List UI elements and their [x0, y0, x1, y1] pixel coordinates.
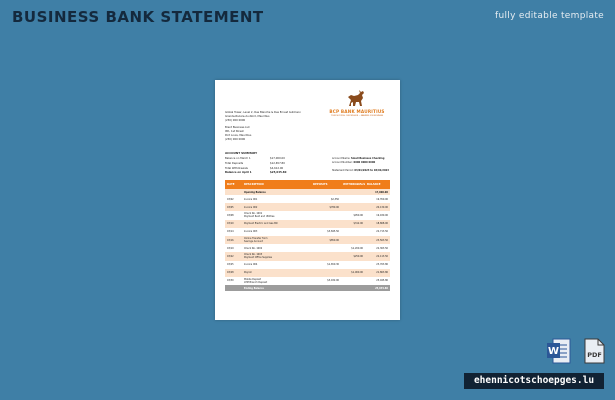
table-row [225, 203, 390, 211]
cell-withdrawal [341, 277, 365, 285]
cell-deposit: $850.00 [311, 236, 341, 244]
cell-description: Payment Electric and Gas Bill [242, 220, 311, 228]
cell-withdrawal: $1,900.00 [341, 269, 365, 277]
cell-deposit [311, 220, 341, 228]
column-header: DEPOSITS [311, 180, 341, 189]
table-row [225, 211, 390, 219]
account-info-row [332, 169, 397, 172]
opening-balance: 17,000.00 [365, 189, 390, 195]
table-row [225, 252, 390, 260]
ending-label: Ending Balance [242, 285, 311, 291]
summary-value: $17,000.00 [270, 157, 285, 160]
cell-description: Check No. 1002 [244, 246, 263, 250]
cell-withdrawal [341, 203, 365, 211]
cell-deposit: $3,845.50 [327, 230, 339, 234]
cell-withdrawal: $950.00 [353, 213, 363, 217]
cell-withdrawal [341, 261, 365, 269]
summary-value: $25,045.80 [270, 171, 287, 174]
cell-balance: 25,045.80 [376, 279, 388, 283]
account-info-value: Small Business Checking [351, 157, 385, 160]
table-header-row [225, 180, 390, 189]
statement-page [215, 80, 400, 320]
summary-value: $12,657.80 [270, 162, 285, 165]
cell-date: 03/02 [227, 197, 234, 201]
bank-subtitle: YOUR SUCCESS, OUR MISSION — BANKING FOR BUSINESS [330, 115, 384, 117]
table-row [225, 195, 390, 203]
account-info-label: Account Name: [332, 157, 351, 160]
table-row [225, 228, 390, 236]
cell-balance: 21,863.80 [365, 269, 390, 277]
opening-label: Opening Balance [242, 189, 311, 195]
cell-date: 03/22 [225, 252, 242, 260]
cell-balance: 19,180.00 [376, 213, 388, 217]
website-label[interactable]: ehennicotschoepges.lu [464, 373, 604, 389]
ending-balance-row [225, 285, 390, 291]
cell-deposit [311, 269, 341, 277]
cell-deposit [311, 244, 341, 252]
cell-balance: 23,763.80 [376, 263, 388, 267]
cell-withdrawal: $312.00 [341, 220, 365, 228]
cell-balance: 23,563.50 [365, 236, 390, 244]
cell-date: 03/30 [227, 279, 234, 283]
cell-description: Payroll [242, 269, 311, 277]
table-row [225, 220, 390, 228]
cell-withdrawal: $1,200.00 [351, 246, 363, 250]
cell-description: Check No. 1001 Payment Rent and Utilities [244, 212, 275, 219]
svg-text:PDF: PDF [587, 351, 602, 359]
account-info-label: Statement Period: [332, 169, 354, 172]
table-row [225, 261, 390, 269]
customer-address [225, 126, 305, 142]
cell-deposit: $1,650.30 [327, 263, 339, 267]
cell-date: 03/10 [225, 220, 242, 228]
cell-balance: 22,363.50 [376, 246, 388, 250]
cell-date: 03/08 [227, 213, 234, 217]
cell-date: 03/25 [227, 263, 234, 267]
column-header: DATE [225, 180, 242, 189]
cell-description: Online Transfer from Savings Account [242, 236, 311, 244]
customer-line: Brent Business LLC [225, 126, 250, 129]
column-header: WITHDRAWALS [341, 180, 365, 189]
cell-withdrawal [341, 236, 365, 244]
word-doc-icon[interactable] [547, 338, 571, 364]
bank-logo [323, 89, 391, 125]
bank-address [225, 111, 325, 123]
summary-label: Balance on March 1 [225, 157, 251, 160]
cell-description: Check No. 1003 Payment Office Supplies [242, 252, 311, 260]
summary-label: Balance on April 1 [225, 171, 252, 174]
bank-address-line: (230) 000 0000 [225, 119, 246, 122]
bank-address-line: Grande-Rivière-du-Nord, Mauritius [225, 115, 270, 118]
cell-deposit: $3,182.00 [327, 279, 339, 283]
account-info-value: 0000 0000 0000 [353, 161, 376, 164]
customer-line: 9th, 1st Street [225, 130, 244, 133]
cell-description: Invoice 004 [244, 263, 258, 267]
cell-date: 03/28 [225, 269, 242, 277]
page-title: BUSINESS BANK STATEMENT [12, 8, 264, 26]
cell-date: 03/16 [225, 236, 242, 244]
cell-withdrawal [341, 228, 365, 236]
account-info-value: 03/01/2023 to 04/01/2023 [354, 169, 389, 172]
table-row [225, 269, 390, 277]
tagline: fully editable template [495, 11, 604, 21]
cell-withdrawal: $250.00 [341, 252, 365, 260]
customer-line: (230) 000 0000 [225, 138, 246, 141]
horse-logo-icon [323, 89, 391, 109]
cell-description: Invoice 002 [242, 203, 311, 211]
cell-date: 03/14 [227, 230, 234, 234]
cell-deposit [311, 211, 341, 219]
cell-deposit: $2,350 [330, 197, 339, 201]
summary-label: Total Withdrawals [225, 167, 248, 170]
cell-deposit [311, 252, 341, 260]
ending-balance: 25,045.80 [365, 285, 390, 291]
cell-balance: 18,868.00 [365, 220, 390, 228]
account-info-row [332, 157, 397, 160]
bank-name: BCP BANK MAURITIUS [329, 109, 385, 114]
summary-row [225, 171, 315, 176]
cell-balance: 20,130.00 [365, 203, 390, 211]
cell-date: 03/19 [227, 246, 234, 250]
table-row [225, 236, 390, 244]
cell-withdrawal [341, 195, 365, 203]
summary-label: Total Deposits [225, 162, 244, 165]
cell-description: Invoice 001 [244, 197, 258, 201]
account-summary-heading: ACCOUNT SUMMARY [225, 151, 258, 155]
account-info-row [332, 161, 397, 164]
cell-balance: 19,350.00 [376, 197, 388, 201]
pdf-doc-icon[interactable] [582, 338, 606, 364]
bank-address-line: Global Tower, Level 2, Rue Blanche & Rue Ernest Gutmann [225, 111, 301, 114]
summary-value: $4,612.00 [270, 167, 284, 170]
cell-description: Mobile Deposit ATM Branch Deposit [244, 277, 268, 284]
table-row [225, 244, 390, 252]
column-header: BALANCE [365, 180, 390, 189]
svg-text:W: W [547, 346, 560, 357]
table-row [225, 277, 390, 285]
cell-date: 03/05 [225, 203, 242, 211]
account-info-label: Account Number: [332, 161, 353, 164]
customer-line: Port Louis, Mauritius [225, 134, 252, 137]
column-header: DESCRIPTION [242, 180, 311, 189]
cell-balance: 22,113.50 [365, 252, 390, 260]
cell-balance: 22,713.50 [376, 230, 388, 234]
cell-deposit: $780.00 [311, 203, 341, 211]
transactions-table [225, 180, 390, 291]
cell-description: Invoice 003 [244, 230, 258, 234]
